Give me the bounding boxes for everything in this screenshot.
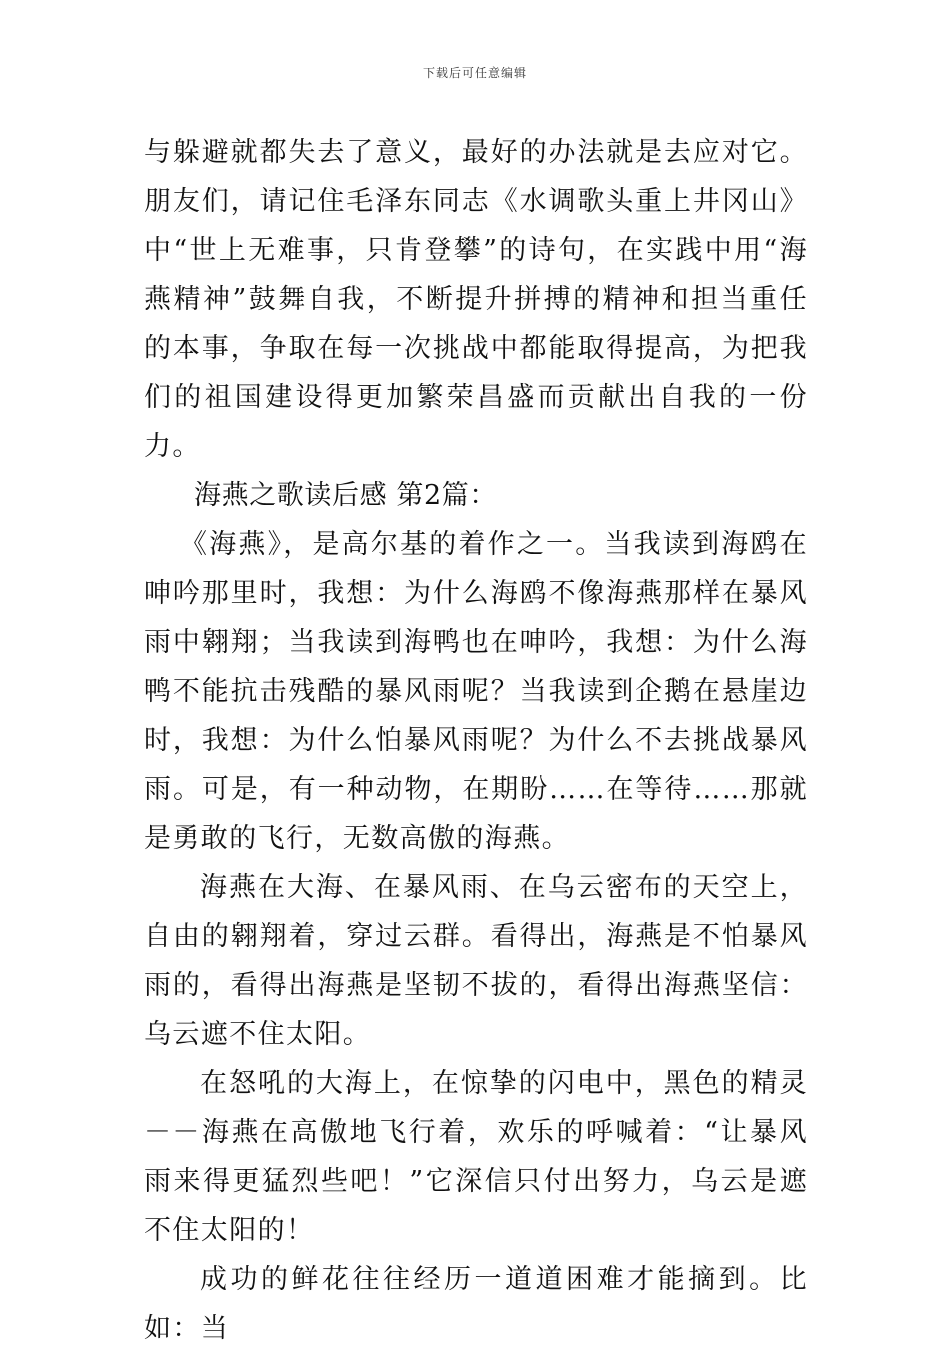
document-body (144, 128, 808, 1353)
paragraph-3: 海燕在大海、在暴风雨、在乌云密布的天空上，自由的翱翔着，穿过云群。看得出，海燕是不怕暴风雨的，看得出海燕是坚韧不拔的，看得出海燕坚信：乌云遮不住太阳。 (144, 872, 808, 1050)
paragraph-1: 与躲避就都失去了意义，最好的办法就是去应对它。朋友们，请记住毛泽东同志《水调歌头重上井冈山》中“世上无难事，只肯登攀”的诗句，在实践中用“海燕精神”鼓舞自我，不断提升拼搏的精神和担当重任的本事，争取在每一次挑战中都能取得提高，为把我们的祖国建设得更加繁荣昌盛而贡献出自我的一份力。 (144, 137, 808, 462)
paragraph-5: 成功的鲜花往往经历一道道困难才能摘到。比如：当 (144, 1264, 808, 1344)
paragraph-4: 在怒吼的大海上，在惊挚的闪电中，黑色的精灵－－海燕在高傲地飞行着，欢乐的呼喊着：“让暴风雨来得更猛烈些吧！”它深信只付出努力，乌云是遮不住太阳的！ (144, 1068, 808, 1246)
header-note: 下载后可任意编辑 (422, 66, 527, 80)
section-heading: 海燕之歌读后感 第2篇： (194, 480, 497, 511)
paragraph-2: 《海燕》，是高尔基的着作之一。当我读到海鸥在呻吟那里时，我想：为什么海鸥不像海燕那样在暴风雨中翱翔；当我读到海鸭也在呻吟，我想：为什么海鸭不能抗击残酷的暴风雨呢？当我读到企鹅在悬崖边时，我想：为什么怕暴风雨呢？为什么不去挑战暴风雨。可是，有一种动物，在期盼……在等待……那就是勇敢的飞行，无数高傲的海燕。 (144, 529, 808, 854)
